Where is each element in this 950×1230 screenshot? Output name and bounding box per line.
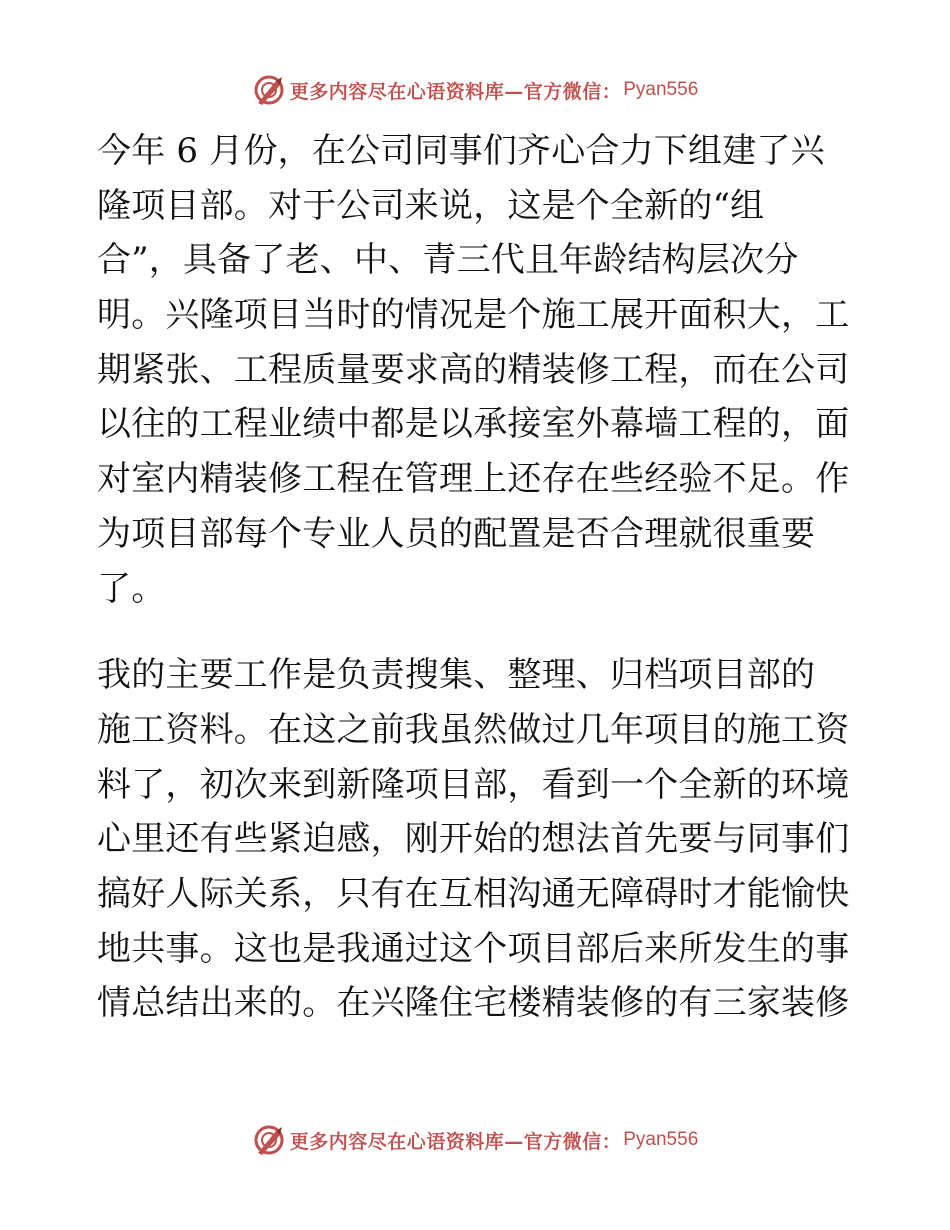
text-line: 我的主要工作是负责搜集、整理、归档项目部的: [97, 655, 816, 696]
watermark-text: 更多内容尽在心语资料库—官方微信：: [289, 1130, 622, 1153]
paragraph-2: [97, 648, 853, 1031]
footer-watermark: [0, 1120, 950, 1160]
text-line: 搞好人际关系，只有在互相沟通无障碍时才能愉快: [97, 873, 850, 914]
text-line: 对室内精装修工程在管理上还存在些经验不足。作: [97, 459, 850, 500]
paragraph-gap: [97, 616, 853, 648]
text-line: 料了，初次来到新隆项目部，看到一个全新的环境: [97, 764, 850, 805]
text-line: 地共事。这也是我通过这个项目部后来所发生的事: [97, 928, 850, 969]
text-line: 以往的工程业绩中都是以承接室外幕墙工程的，面: [97, 404, 850, 445]
text-line: 情总结出来的。在兴隆住宅楼精装修的有三家装修: [97, 983, 850, 1024]
text-line: 了。: [97, 568, 166, 609]
text-line: 明。兴隆项目当时的情况是个施工展开面积大，工: [97, 295, 850, 336]
text-line: 期紧张、工程质量要求高的精装修工程，而在公司: [97, 349, 850, 390]
text-line: 心里还有些紧迫感，刚开始的想法首先要与同事们: [97, 819, 850, 860]
pen-logo-icon: [252, 73, 286, 107]
watermark-wechat-id: Pyan556: [623, 79, 699, 100]
paragraph-1: [97, 124, 853, 616]
text-line: 为项目部每个专业人员的配置是否合理就很重要: [97, 513, 816, 554]
watermark-text: 更多内容尽在心语资料库—官方微信：: [289, 80, 622, 103]
header-watermark: [0, 70, 950, 110]
text-line: 隆项目部。对于公司来说，这是个全新的“组: [97, 185, 765, 226]
watermark-wechat-id: Pyan556: [623, 1129, 699, 1150]
document-body: [97, 124, 853, 1031]
pen-logo-icon: [252, 1123, 286, 1157]
text-line: 施工资料。在这之前我虽然做过几年项目的施工资: [97, 709, 850, 750]
text-line: 今年 6 月份，在公司同事们齐心合力下组建了兴: [97, 131, 825, 171]
text-line: 合”，具备了老、中、青三代且年龄结构层次分: [97, 240, 799, 281]
